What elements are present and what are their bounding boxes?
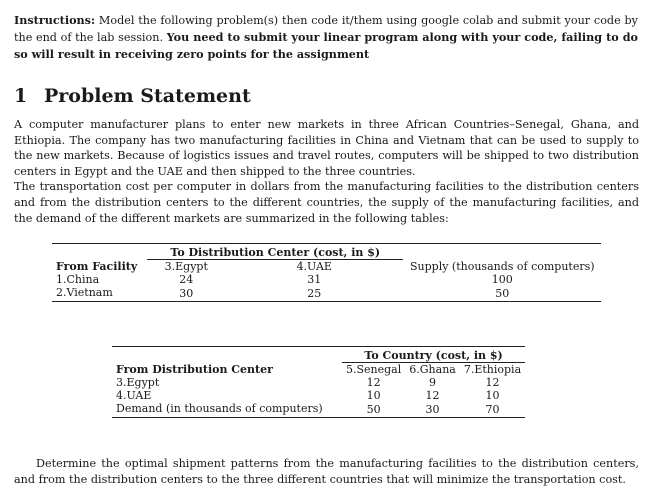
table1-group-header: To Distribution Center (cost, in $)	[147, 244, 403, 260]
table-row	[112, 389, 525, 402]
table-header-row	[112, 347, 525, 363]
table1-row-header: From Facility	[56, 259, 138, 273]
table-cell: 25	[225, 286, 403, 302]
table2-group-header: To Country (cost, in $)	[342, 347, 525, 363]
table-cell: 24	[179, 273, 194, 286]
table-cell: 12	[485, 376, 500, 389]
instructions-block	[14, 12, 638, 63]
table-row	[52, 286, 601, 302]
facility-to-distribution-table	[52, 243, 601, 302]
table-header-row	[52, 244, 601, 260]
table-cell: 31	[307, 273, 322, 286]
closing-paragraph: Determine the optimal shipment patterns from the manufacturing facilities to the distribution centers, and from the distribution centers to the three different countries that will minimize the transportation cost.	[14, 457, 639, 486]
section-title: Problem Statement	[44, 85, 251, 107]
paragraph-intro: A computer manufacturer plans to enter new markets in three African Countries–Senegal, Ghana, and Ethiopia. The company has two manufacturing facilities in China and Vietnam that can be used to supply to the new markets. Because of logistics issues and travel routes, computers will be shipped to two distribution centers in Egypt and the UAE and then shipped to the three countries.	[14, 118, 639, 178]
instructions-text: Model the following problem(s) then code it/them using google colab and submit your code by the end of the lab session.	[14, 14, 638, 44]
table-cell: 50	[403, 286, 601, 302]
table2-col-ethiopia: 7.Ethiopia	[463, 363, 522, 376]
instructions-label: Instructions:	[14, 13, 96, 27]
table-cell: 9	[429, 376, 437, 389]
table-row	[112, 376, 525, 389]
table-cell: 30	[405, 402, 460, 418]
table2-col-senegal: 5.Senegal	[346, 363, 402, 376]
section-heading	[14, 84, 634, 108]
paragraph-costs: The transportation cost per computer in dollars from the manufacturing facilities to the distribution centers and from the distribution centers to the different countries, the supply of the manufacturing facilities, and the demand of the different markets are summarized in the following tables:	[14, 180, 639, 225]
table-row	[52, 273, 601, 286]
table2-row-label: Demand (in thousands of computers)	[112, 402, 342, 418]
table2-row-header: From Distribution Center	[116, 362, 273, 376]
table1-col-uae: 4.UAE	[296, 260, 332, 273]
distribution-to-country-table	[112, 346, 525, 418]
table1-row-label: 1.China	[56, 273, 100, 286]
table-cell: 50	[342, 402, 405, 418]
table1-row-label: 2.Vietnam	[52, 286, 147, 302]
table-row	[112, 402, 525, 418]
table-cell: 70	[460, 402, 525, 418]
table-cell: 12	[425, 389, 440, 402]
table2-col-ghana: 6.Ghana	[409, 363, 456, 376]
table-header-row	[52, 260, 601, 274]
table-cell: 10	[366, 389, 381, 402]
table-cell: 12	[366, 376, 381, 389]
problem-statement	[14, 117, 639, 226]
table1-supply-header: Supply (thousands of computers)	[409, 259, 595, 273]
table-cell: 10	[485, 389, 500, 402]
table-cell: 100	[491, 273, 513, 286]
instructions-warning: You need to submit your linear program along with your code, failing to do so will result in receiving zero points for the assignment	[14, 30, 638, 61]
table-cell: 30	[147, 286, 225, 302]
table-header-row	[112, 363, 525, 377]
table2-row-label: 3.Egypt	[116, 376, 160, 389]
section-number: 1	[14, 85, 28, 107]
table2-row-label: 4.UAE	[116, 389, 152, 402]
table1-col-egypt: 3.Egypt	[164, 260, 208, 273]
